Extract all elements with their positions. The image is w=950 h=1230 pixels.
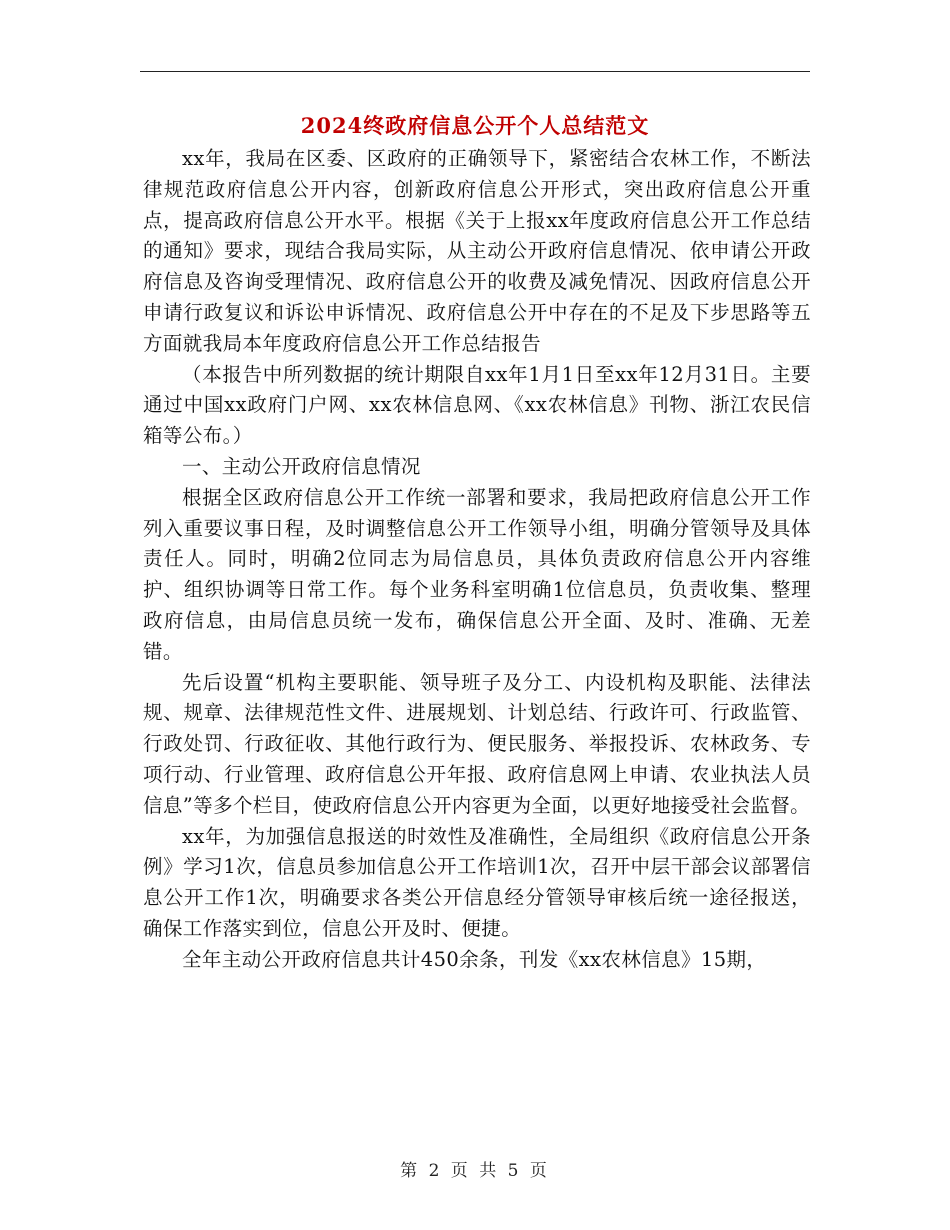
paragraph-training: xx年，为加强信息报送的时效性及准确性，全局组织《政府信息公开条例》学习1次，信息员参加信息公开工作培训1次，召开中层干部会议部署信息公开工作1次，明确要求各类公开信息经分管领导审核后统一途径报送，确保工作落实到位，信息公开及时、便捷。 [143,824,811,940]
section-heading: 一、主动公开政府信息情况 [182,454,421,478]
paragraph-organization: 根据全区政府信息公开工作统一部署和要求，我局把政府信息公开工作列入重要议事日程，及时调整信息公开工作领导小组，明确分管领导及具体责任人。同时，明确2位同志为局信息员，具体负责政府信息公开内容维护、组织协调等日常工作。每个业务科室明确1位信息员，负责收集、整理政府信息，由局信息员统一发布，确保信息公开全面、及时、准确、无差错。 [143,485,811,663]
paragraph-note: （本报告中所列数据的统计期限自xx年1月1日至xx年12月31日。主要通过中国xx政府门户网、xx农林信息网、《xx农林信息》刊物、浙江农民信箱等公布。） [143,362,811,448]
paragraph-columns: 先后设置“机构主要职能、领导班子及分工、内设机构及职能、法律法规、规章、法律规范性文件、进展规划、计划总结、行政许可、行政监管、行政处罚、行政征收、其他行政行为、便民服务、举报投诉、农林政务、专项行动、行业管理、政府信息公开年报、政府信息网上申请、农业执法人员信息”等多个栏目，使政府信息公开内容更为全面，以更好地接受社会监督。 [143,670,811,817]
document-body [143,144,811,976]
paragraph-intro: xx年，我局在区委、区政府的正确领导下，紧密结合农林工作，不断法律规范政府信息公开内容，创新政府信息公开形式，突出政府信息公开重点，提高政府信息公开水平。根据《关于上报xx年度政府信息公开工作总结的通知》要求，现结合我局实际，从主动公开政府信息情况、依申请公开政府信息及咨询受理情况、政府信息公开的收费及减免情况、因政府信息公开申请行政复议和诉讼申诉情况、政府信息公开中存在的不足及下步思路等五方面就我局本年度政府信息公开工作总结报告 [143,147,811,355]
page-number: 第 2 页 共 5 页 [400,1161,550,1181]
header-rule [140,71,810,72]
paragraph-statistics: 全年主动公开政府信息共计450余条，刊发《xx农林信息》15期， [182,947,767,971]
document-title: 2024终政府信息公开个人总结范文 [300,113,650,138]
